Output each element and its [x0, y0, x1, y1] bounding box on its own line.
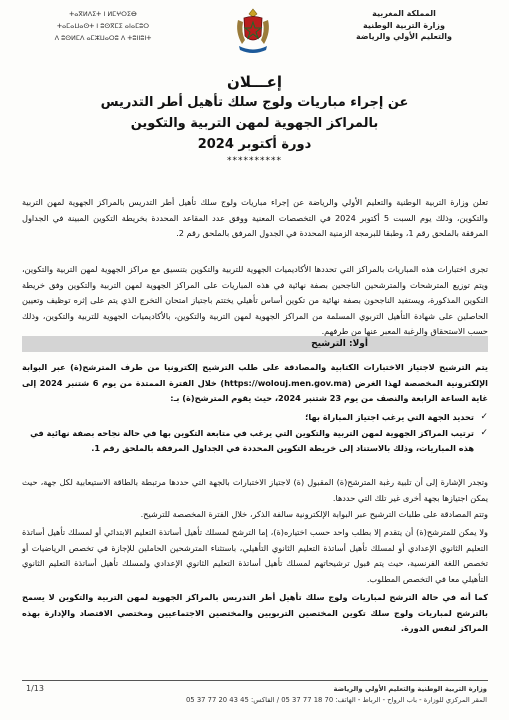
header-right-line: وزارة التربية الوطنية — [362, 20, 445, 30]
page-number: 1/13 — [26, 684, 44, 693]
paragraph-validation: وتتم المصادقة على طلبات الترشيح عبر البوابة الإلكترونية سالفة الذكر، خلال الفترة المخصصة للترشيح. — [140, 509, 488, 519]
candidacy-bullet-list — [22, 410, 488, 457]
announcement-title — [40, 72, 469, 167]
paragraph-candidacy: يتم الترشيح لاجتياز الاختبارات الكتابية والمصادقة على طلب الترشيح إلكترونيا من طرف المترشح(ة) عبر البوابة الإلكترونية المخصصة لهذا الغرض (https://wolouj.men.gov.ma) خلال الفترة الممتدة من يوم 6 شتنبر 2024 إلى غاية الساعة الرابعة والنصف من يوم 23 شتنبر 2024، حيث يقوم المترشح(ة) بـ: — [22, 362, 488, 404]
title-line-3: دورة أكتوبر 2024 — [197, 137, 312, 152]
header-right-line: والتعليم الأولي والرياضة — [356, 32, 452, 41]
checkmark-icon: ✓ — [480, 427, 488, 438]
bullet-text: ترتيب المراكز الجهوية لمهن التربية والتكوين التي يرغب في متابعة التكوين بها في حالة نجاحه بصفة نهائية في هذه المباريات، وذلك بالاستناد إلى خريطة التكوين المحددة في الجداول المرفقة بالملحق رقم 1. — [30, 427, 474, 454]
header-left-line: ⵜⴰⵎⴰⵡⴰⵙⵜ ⵏ ⵓⵙⴳⵎⵉ ⴰⵏⴰⵎⵓⵔ — [56, 22, 150, 30]
title-main: إعـــلان — [227, 73, 282, 91]
paragraph-note: وتجدر الإشارة إلى أن تلبية رغبة المترشح(ة) المقبول (ة) لاجتياز الاختبارات بالجهة التي حددها مرتبطة بالطاقة الاستيعابية لكل جهة، حيث يمكن اجتيازها بجهة أخرى غير تلك التي حددها. — [22, 477, 488, 503]
section-heading-candidacy: أولا: الترشيح — [22, 336, 488, 352]
header-ministry-block — [329, 8, 479, 43]
header-left-line: ⵜⴰⴳⵍⴷⵉⵜ ⵏ ⵍⵎⵖⵔⵉⴱ — [69, 10, 137, 18]
paragraph-single-application: ولا يمكن للمترشح(ة) أن يتقدم إلا بطلب واحد حسب اختياره(ة)، إما الترشح لمسلك تأهيل أساتذة التعليم الابتدائي أو لمسلك تأهيل أساتذة التعليم الثانوي الإعدادي أو لمسلك تأهيل أساتذة التعليم الثانوي التأهيلي، باستثناء المترشحين الحاملين للإجازة في تخصص الرياضيات أو تخصص اللغة الفرنسية، حيث يتم قبول ترشيحاتهم لمسلك تأهيل أساتذة التعليم الثانوي الإعدادي ولمسلك تأهيل أساتذة التعليم الثانوي التأهيلي معا في التخصص المطلوب. — [22, 527, 488, 584]
list-item — [22, 426, 488, 457]
title-line-1: عن إجراء مباريات ولوج سلك تأهيل أطر التدريس — [100, 95, 409, 110]
title-stars: ********** — [227, 156, 282, 166]
paragraph-tests: تجرى اختبارات هذه المباريات بالمراكز التي تحددها الأكاديميات الجهوية للتربية والتكوين بتنسيق مع مراكز الجهوية لمهن التربية والتكوين، ويتم توزيع المترشحات والمترشحين الناجحين بصفة نهائية في هذه المباريات على المراكز الجهوية لمهن التربية والتكوين وفق خريطة التكوين المذكورة، ويستفيد الناجحون بصفة نهائية من تكوين أساس تأهيلي يختتم باجتياز امتحان التخرج الذي يتم على إثره توظيف وتعيين الحاصلين على شهادة التأهيل التربوي المسلمة من المراكز الجهوية لمهن التربية والتكوين، بالأكاديميات الجهوية للتربية والتكوين، وذلك حسب الاستحقاق والرغبة المعبر عنها من طرفهم. — [22, 264, 488, 337]
paragraph-intro: تعلن وزارة التربية الوطنية والتعليم الأولي والرياضة عن إجراء مباريات ولوج سلك تأهيل أطر التدريس بالمراكز الجهوية لمهن التربية والتكوين، وذلك يوم السبت 5 أكتوبر 2024 في التخصصات المعنية ووفق عدد المقاعد المحددة بخريطة التكوين المبينة في الجداول المرفقة بالملحق رقم 1، وطبقا للبرمجة الزمنية المحددة في الجدول المرفق بالملحق رقم 2. — [22, 197, 489, 239]
title-line-2: بالمراكز الجهوية لمهن التربية والتكوين — [130, 116, 379, 131]
footer-contact: المقر المركزي للوزارة - باب الرواح - الرباط - الهاتف: 70 18 77 37 05 / الفاكس: 45 43 20 77 37 05 — [185, 696, 487, 704]
footer-address — [87, 684, 487, 706]
coat-of-arms-icon — [230, 6, 276, 56]
header-tifinagh-block — [28, 8, 178, 44]
checkmark-icon: ✓ — [480, 412, 488, 422]
header-right-line: المملكة المغربية — [372, 9, 436, 18]
paragraph-restriction: كما أنه في حالة الترشح لمباريات ولوج سلك تأهيل أطر التدريس بالمراكز الجهوية لمهن التربية والتكوين لا يسمح بالترشح لمباريات ولوج سلك تكوين المختصين التربويين والمختصين الاجتماعيين ومختصي الاقتصاد والإدارة بهذه المراكز لنفس الدورة. — [22, 592, 488, 634]
bullet-text: تحديد الجهة التي يرغب اجتياز المباراة بها؛ — [305, 412, 474, 422]
list-item — [22, 410, 488, 426]
header-left-line: ⴷ ⵓⵙⵍⵎⴷ ⴰⵎⵣⵡⴰⵔⵓ ⴷ ⵜⵓⵏⵏⵓⵏⵜ — [54, 34, 152, 42]
footer-ministry: وزارة التربية الوطنية والتعليم الأولي والرياضة — [333, 685, 487, 693]
footer-divider — [22, 680, 488, 681]
